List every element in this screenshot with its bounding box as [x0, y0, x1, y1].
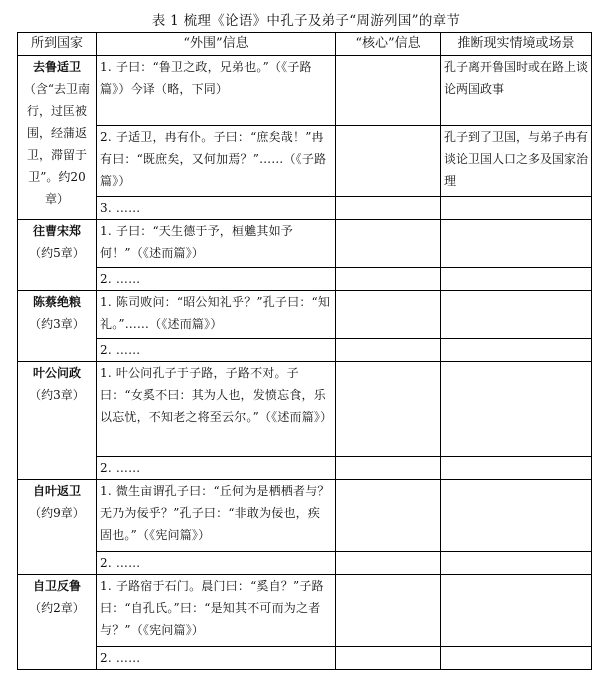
scene-cell	[441, 575, 592, 647]
table-row	[18, 268, 592, 291]
scene-cell	[441, 362, 592, 457]
scene-cell	[441, 552, 592, 575]
core-cell	[336, 339, 441, 362]
quote-cell: 3. ……	[97, 197, 336, 220]
quote-cell: 1. 子路宿于石门。晨门曰：“奚自？”子路曰：“自孔氏。”曰：“是知其不可而为之者与？”（《宪问篇》）	[97, 575, 336, 647]
table-row	[18, 56, 592, 126]
core-cell	[336, 480, 441, 552]
country-cell	[18, 291, 97, 362]
table-row	[18, 197, 592, 220]
country-note: （约9章）	[29, 506, 85, 520]
quote-cell: 1. 微生亩谓孔子曰：“丘何为是栖栖者与？无乃为佞乎？”孔子曰：“非敢为佞也，疾固也。”（《宪问篇》）	[97, 480, 336, 552]
country-name: 往曹宋郑	[32, 224, 81, 238]
country-cell	[18, 220, 97, 291]
scene-cell: 孔子离开鲁国时或在路上谈论两国政事	[441, 56, 592, 126]
quote-cell: 2. ……	[97, 339, 336, 362]
table-row	[18, 647, 592, 670]
table-row	[18, 552, 592, 575]
country-cell	[18, 575, 97, 670]
header-outer-info: “外围”信息	[97, 33, 336, 56]
country-name: 陈蔡绝粮	[32, 295, 81, 309]
header-country: 所到国家	[18, 33, 97, 56]
core-cell	[336, 575, 441, 647]
scene-cell	[441, 268, 592, 291]
quote-cell: 1. 叶公问孔子于子路，子路不对。子曰：“女奚不曰：其为人也，发愤忘食，乐以忘忧，不知老之将至云尔。”（《述而篇》）	[97, 362, 336, 457]
quote-cell: 2. 子适卫，冉有仆。子曰：“庶矣哉！”冉有曰：“既庶矣，又何加焉？”……（《子路篇》）	[97, 126, 336, 197]
core-cell	[336, 291, 441, 339]
scene-cell	[441, 647, 592, 670]
table-row	[18, 126, 592, 197]
header-core-info: “核心”信息	[336, 33, 441, 56]
country-note: （含“去卫南行，过匡被围，经蒲返卫，滞留于卫”。约20章）	[23, 82, 91, 206]
core-cell	[336, 220, 441, 268]
country-cell	[18, 362, 97, 480]
country-note: （约3章）	[29, 388, 85, 402]
table-row	[18, 220, 592, 268]
core-cell	[336, 647, 441, 670]
scene-cell: 孔子到了卫国，与弟子冉有谈论卫国人口之多及国家治理	[441, 126, 592, 197]
core-cell	[336, 56, 441, 126]
table-row	[18, 339, 592, 362]
quote-cell: 2. ……	[97, 552, 336, 575]
core-cell	[336, 126, 441, 197]
header-scene: 推断现实情境或场景	[441, 33, 592, 56]
country-name: 去鲁适卫	[32, 60, 81, 74]
quote-cell: 2. ……	[97, 268, 336, 291]
table-row	[18, 480, 592, 552]
table-caption: 表 1 梳理《论语》中孔子及弟子“周游列国”的章节	[151, 13, 461, 29]
country-name: 叶公问政	[32, 366, 81, 380]
scene-cell	[441, 457, 592, 480]
quote-cell: 1. 子曰：“天生德于予，桓魋其如予何！”（《述而篇》）	[97, 220, 336, 268]
core-cell	[336, 552, 441, 575]
core-cell	[336, 197, 441, 220]
quote-cell: 1. 陈司败问：“昭公知礼乎？”孔子曰：“知礼。”……（《述而篇》）	[97, 291, 336, 339]
chapters-table	[17, 32, 592, 670]
scene-cell	[441, 197, 592, 220]
country-note: （约3章）	[29, 317, 85, 331]
country-cell	[18, 56, 97, 220]
core-cell	[336, 362, 441, 457]
quote-cell: 1. 子曰：“鲁卫之政，兄弟也。”（《子路篇》）今译（略，下同）	[97, 56, 336, 126]
table-row	[18, 575, 592, 647]
scene-cell	[441, 480, 592, 552]
table-row	[18, 457, 592, 480]
country-name: 自叶返卫	[32, 484, 81, 498]
country-note: （约2章）	[29, 601, 85, 615]
scene-cell	[441, 220, 592, 268]
scene-cell	[441, 339, 592, 362]
table-row	[18, 291, 592, 339]
core-cell	[336, 457, 441, 480]
quote-cell: 2. ……	[97, 647, 336, 670]
core-cell	[336, 268, 441, 291]
country-note: （约5章）	[29, 246, 85, 260]
country-name: 自卫反鲁	[32, 579, 81, 593]
country-cell	[18, 480, 97, 575]
quote-cell: 2. ……	[97, 457, 336, 480]
scene-cell	[441, 291, 592, 339]
table-row	[18, 362, 592, 457]
header-row	[18, 33, 592, 56]
